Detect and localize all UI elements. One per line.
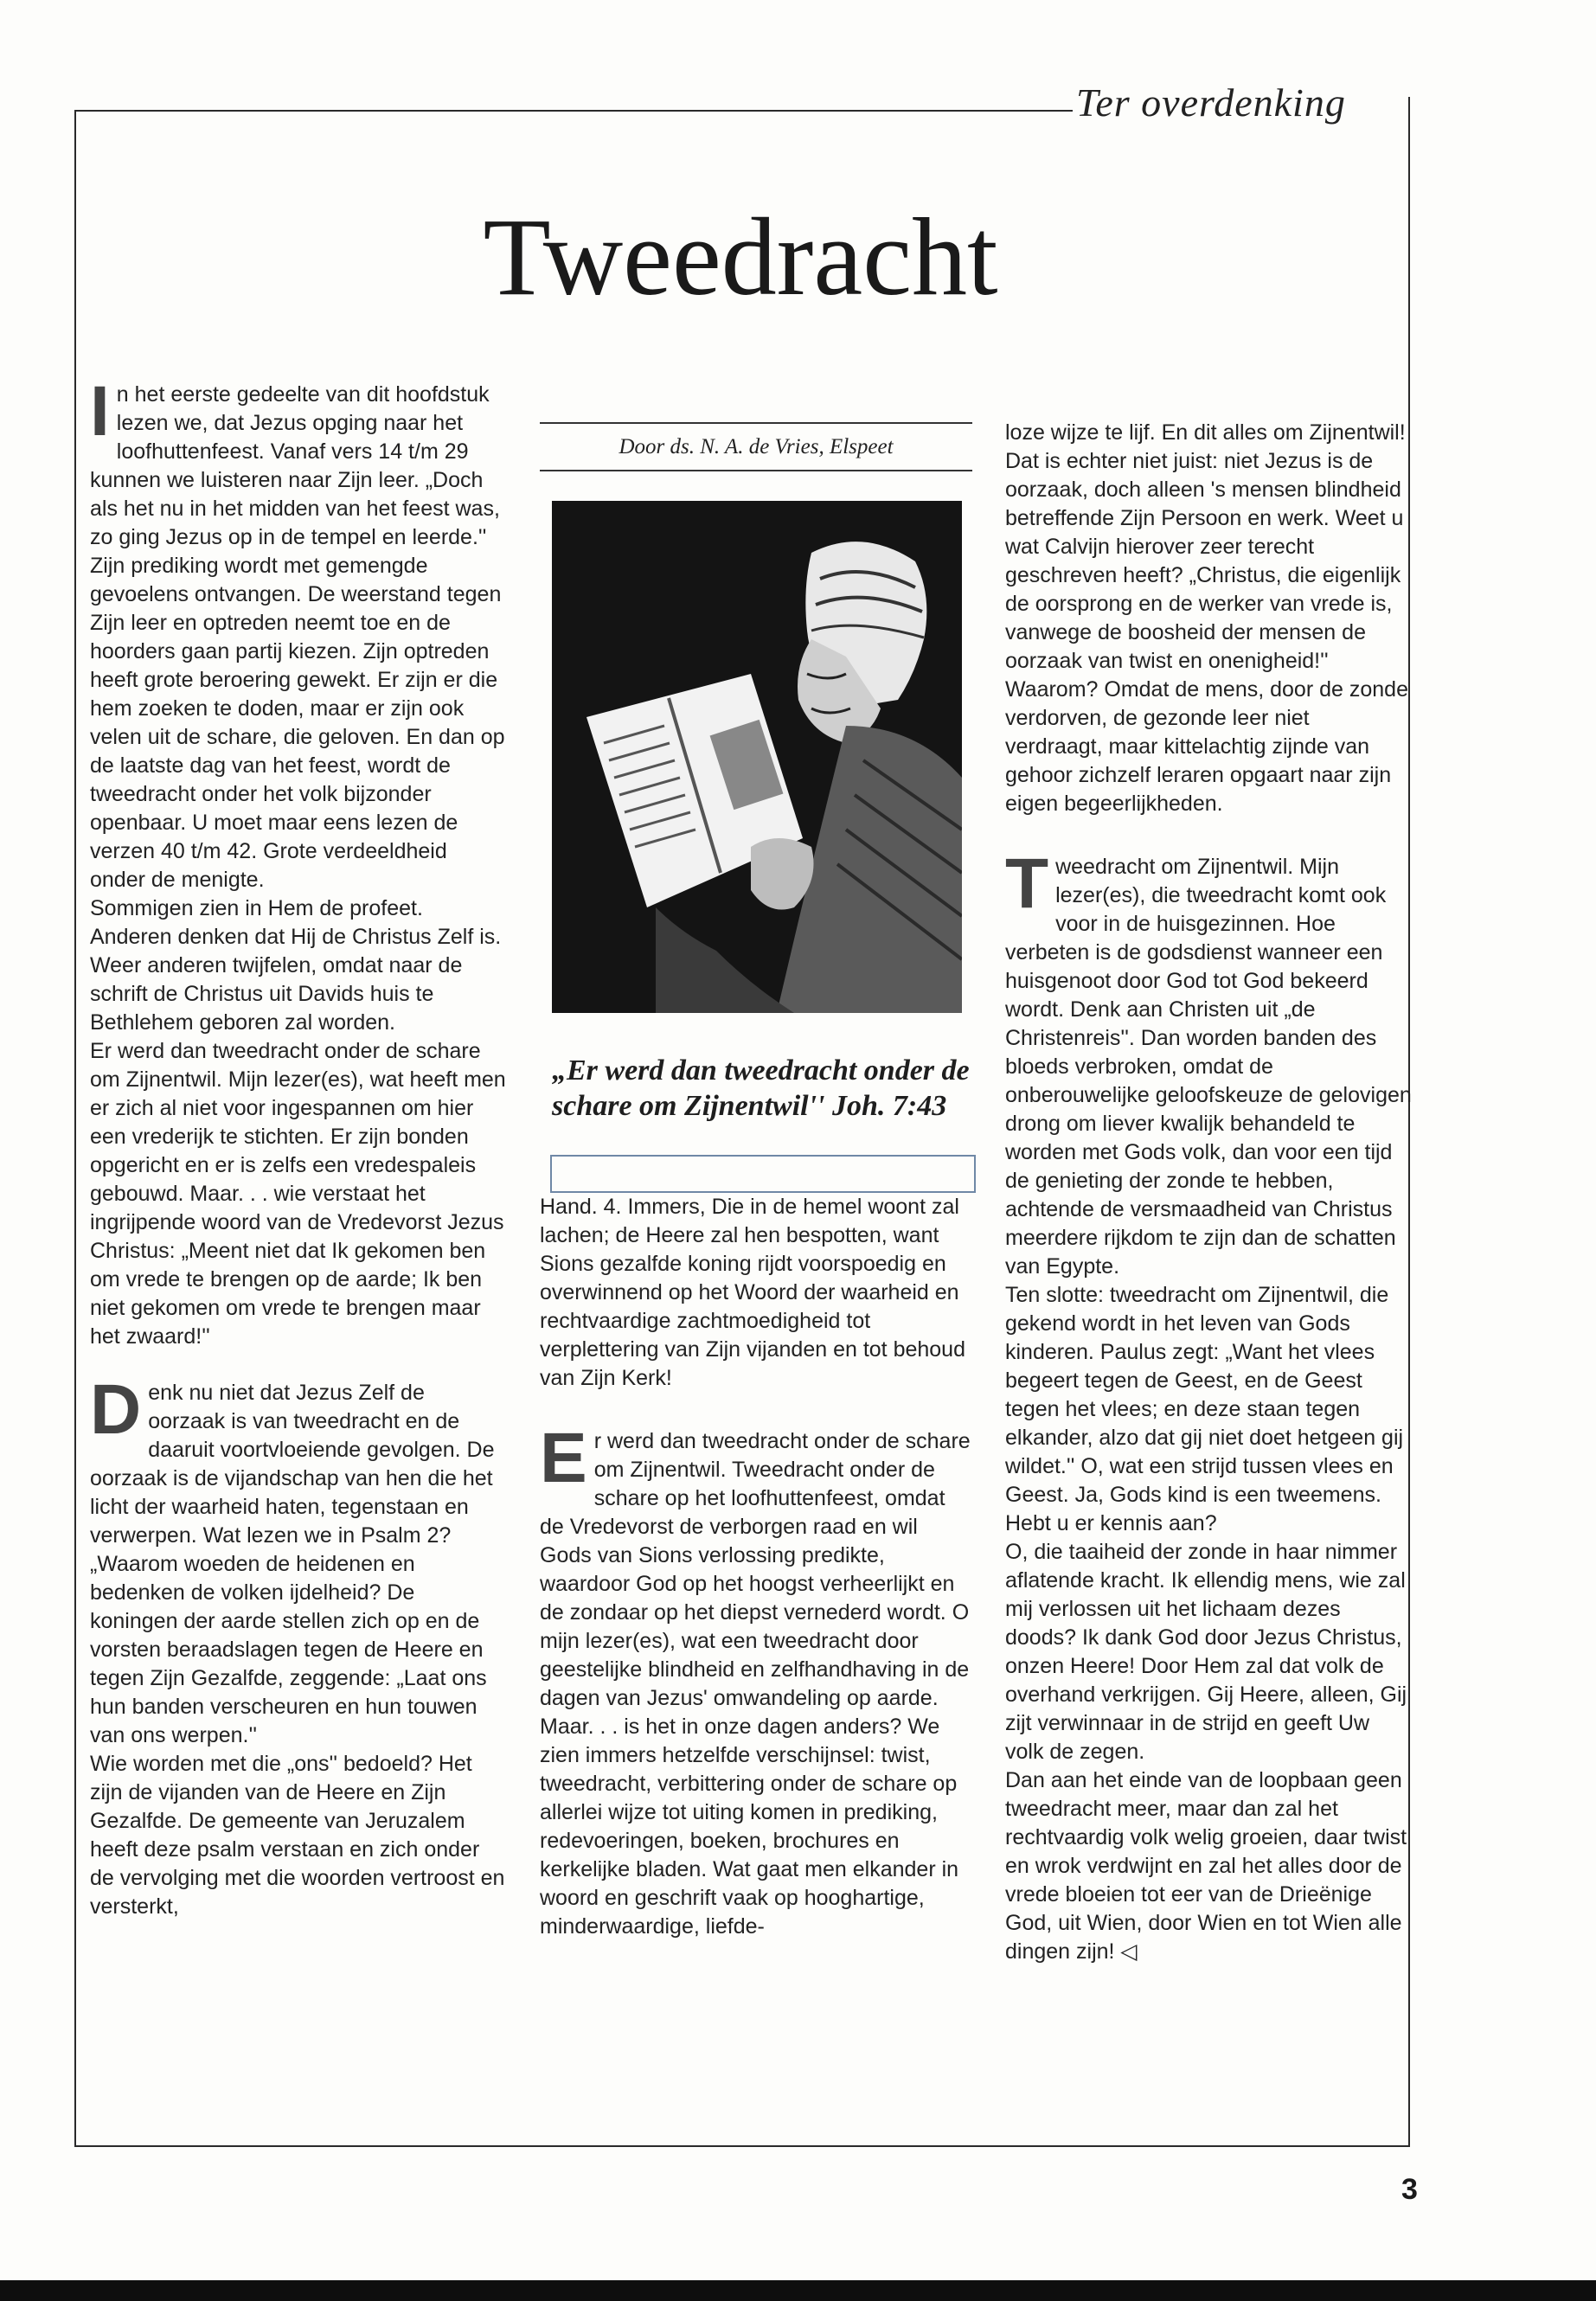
byline: Door ds. N. A. de Vries, Elspeet [540, 422, 972, 471]
paragraph: Ten slotte: tweedracht om Zijnentwil, die gekend wordt in het leven van Gods kinderen. Paulus zegt: „Want het vlees begeert tegen de Geest, en de Geest tegen het vlees; en deze staan tegen elkander, alzo dat gij niet doet hetgeen gij wildet.'' O, wat een strijd tussen vlees en Geest. Ja, Gods kind is een tweemens. Hebt u er kennis aan? [1005, 1283, 1404, 1535]
paragraph: Maar. . . is het in onze dagen anders? We zien immers hetzelfde verschijnsel: twist, tweedracht, verbittering onder de schare op allerlei wijze tot uiting komen in prediking, redevoeringen, boeken, brochures en kerkelijke bladen. Wat gaat men elkander in woord en geschrift vaak op hooghartige, minderwaardige, liefde- [540, 1715, 959, 1939]
paragraph: Sommigen zien in Hem de profeet. Anderen denken dat Hij de Christus Zelf is. Weer anderen twijfelen, omdat naar de schrift de Christus uit Davids huis te Bethlehem geboren zal worden. [90, 896, 502, 1035]
paragraph: Dan aan het einde van de loopbaan geen tweedracht meer, maar dan zal het rechtvaardig volk welig groeien, daar twist en wrok verdwijnt en zal het alles door de vrede bloeien tot eer van de Drieënige God, uit Wien, door Wien en tot Wien alle dingen zijn! ◁ [1005, 1768, 1407, 1964]
drop-cap: I [90, 372, 110, 451]
paragraph [540, 1419, 972, 1713]
paragraph: Wie worden met die „ons'' bedoeld? Het zijn de vijanden van de Heere en Zijn Gezalfde. De gemeente van Jeruzalem heeft deze psalm verstaan en zich onder de vervolging met die woorden vertroost en versterkt, [90, 1752, 505, 1919]
paragraph [1005, 844, 1412, 1281]
drop-cap: T [1005, 844, 1049, 923]
paragraph-text: enk nu niet dat Jezus Zelf de oorzaak is van tweedracht en de daaruit voortvloeiende gevolgen. De oorzaak is de vijandschap van hen die het licht der waarheid haten, tegenstaan en verwerpen. Wat lezen we in Psalm 2? „Waarom woeden de heidenen en bedenken de volken ijdelheid? De koningen der aarde stellen zich op en de vorsten beraadslagen tegen de Heere en tegen Zijn Gezalfde, zeggende: „Laat ons hun banden verscheuren en hun touwen van ons werpen.'' [90, 1381, 495, 1747]
paragraph: Dat is echter niet juist: niet Jezus is de oorzaak, doch alleen 's mensen blindheid betreffende Zijn Persoon en werk. Weet u wat Calvijn hierover zeer terecht geschreven heeft? „Christus, die eigenlijk de oorsprong en de werker van vrede is, vanwege de boosheid der mensen de oorzaak van twist en onenigheid!'' Waarom? Omdat de mens, door de zonde verdorven, de gezonde leer niet verdraagt, maar kittelachtig zijnde van gehoor zichzelf leraren opgaart naar zijn eigen begeerlijkheden. [1005, 449, 1408, 816]
illustration-reading-woman [552, 501, 962, 1013]
paragraph-text: n het eerste gedeelte van dit hoofdstuk lezen we, dat Jezus opging naar het loofhuttenfeest. Vanaf vers 14 t/m 29 kunnen we luisteren naar Zijn leer. „Doch als het nu in het midden van het feest was, zo ging Jezus op in de tempel en leerde.'' [90, 382, 500, 549]
paragraph: loze wijze te lijf. En dit alles om Zijnentwil! [1005, 420, 1406, 445]
scan-edge [0, 2280, 1596, 2301]
pull-quote: „Er werd dan tweedracht onder de schare om Zijnentwil'' Joh. 7:43 [552, 1054, 970, 1122]
section-label: Ter overdenking [1076, 80, 1346, 125]
frame-top-rule [74, 110, 1073, 112]
paragraph-text: weedracht om Zijnentwil. Mijn lezer(es), die tweedracht komt ook voor in de huisgezinnen. Hoe verbeten is de godsdienst wanneer een huisgenoot door God tot God bekeerd wordt. Denk aan Christen uit „de Christenreis''. Dan worden banden des bloeds verbroken, omdat de onberouwelijke geloofskeuze de gelovigen drong om liever kwalijk behandeld te worden met Gods volk, dan voor een tijd de genieting der zonde te hebben, achtende de versmaadheid van Christus meerdere rijkdom te zijn dan de schatten van Egypte. [1005, 855, 1412, 1279]
paragraph-text: r werd dan tweedracht onder de schare om Zijnentwil. Tweedracht onder de schare op het loofhuttenfeest, omdat de Vredevorst de verborgen raad en wil Gods van Sions verlossing predikte, waardoor God op het hoogst verheerlijkt en de zondaar op het diepst vernederd wordt. O mijn lezer(es), wat een tweedracht door geestelijke blindheid en zelfhandhaving in de dagen van Jezus' omwandeling op aarde. [540, 1429, 971, 1710]
page-number: 3 [1401, 2173, 1418, 2206]
paragraph [90, 372, 507, 552]
article-title: Tweedracht [483, 195, 998, 318]
paragraph: Er werd dan tweedracht onder de schare om Zijnentwil. Mijn lezer(es), wat heeft men er zich al niet voor ingespannen om hier een vrederijk te stichten. Er zijn bonden opgericht en er is zelfs een vredespaleis gebouwd. Maar. . . wie verstaat het ingrijpende woord van de Vredevorst Jezus Christus: „Meent niet dat Ik gekomen ben om vrede te brengen op de aarde; Ik ben niet gekomen om vrede te brengen maar het zwaard!'' [90, 1039, 506, 1349]
paragraph: O, die taaiheid der zonde in haar nimmer aflatende kracht. Ik ellendig mens, wie zal mij verlossen uit het lichaam dezes doods? Ik dank God door Jezus Christus, onzen Heere! Door Hem zal dat volk de overhand verkrijgen. Gij Heere, alleen, Gij zijt verwinnaar in de strijd en geeft Uw volk de zegen. [1005, 1540, 1407, 1764]
drop-cap: E [540, 1419, 587, 1497]
etching-image [552, 501, 962, 1013]
column-3 [1005, 419, 1412, 1966]
drop-cap: D [90, 1370, 142, 1449]
paragraph: Hand. 4. Immers, Die in de hemel woont zal lachen; de Heere zal hen bespotten, want Sions gezalfde koning rijdt voorspoedig en overwinnend op het Woord der waarheid en rechtvaardige zachtmoedigheid tot verplettering van Zijn vijanden en tot behoud van Zijn Kerk! [540, 1195, 965, 1390]
paragraph: Zijn prediking wordt met gemengde gevoelens ontvangen. De weerstand tegen Zijn leer en optreden neemt toe en de hoorders gaan partij kiezen. Zijn optreden heeft grote beroering gewekt. Er zijn er die hem zoeken te doden, maar er zijn ook velen uit de schare, die geloven. En dan op de laatste dag van het feest, wordt de tweedracht onder het volk bijzonder openbaar. U moet maar eens lezen de verzen 40 t/m 42. Grote verdeeldheid onder de menigte. [90, 554, 505, 892]
paragraph [90, 1370, 507, 1750]
column-1 [90, 372, 507, 1921]
column-2 [540, 422, 972, 1941]
quote-rule-box [550, 1155, 976, 1193]
section-label-rule [1408, 97, 1410, 133]
